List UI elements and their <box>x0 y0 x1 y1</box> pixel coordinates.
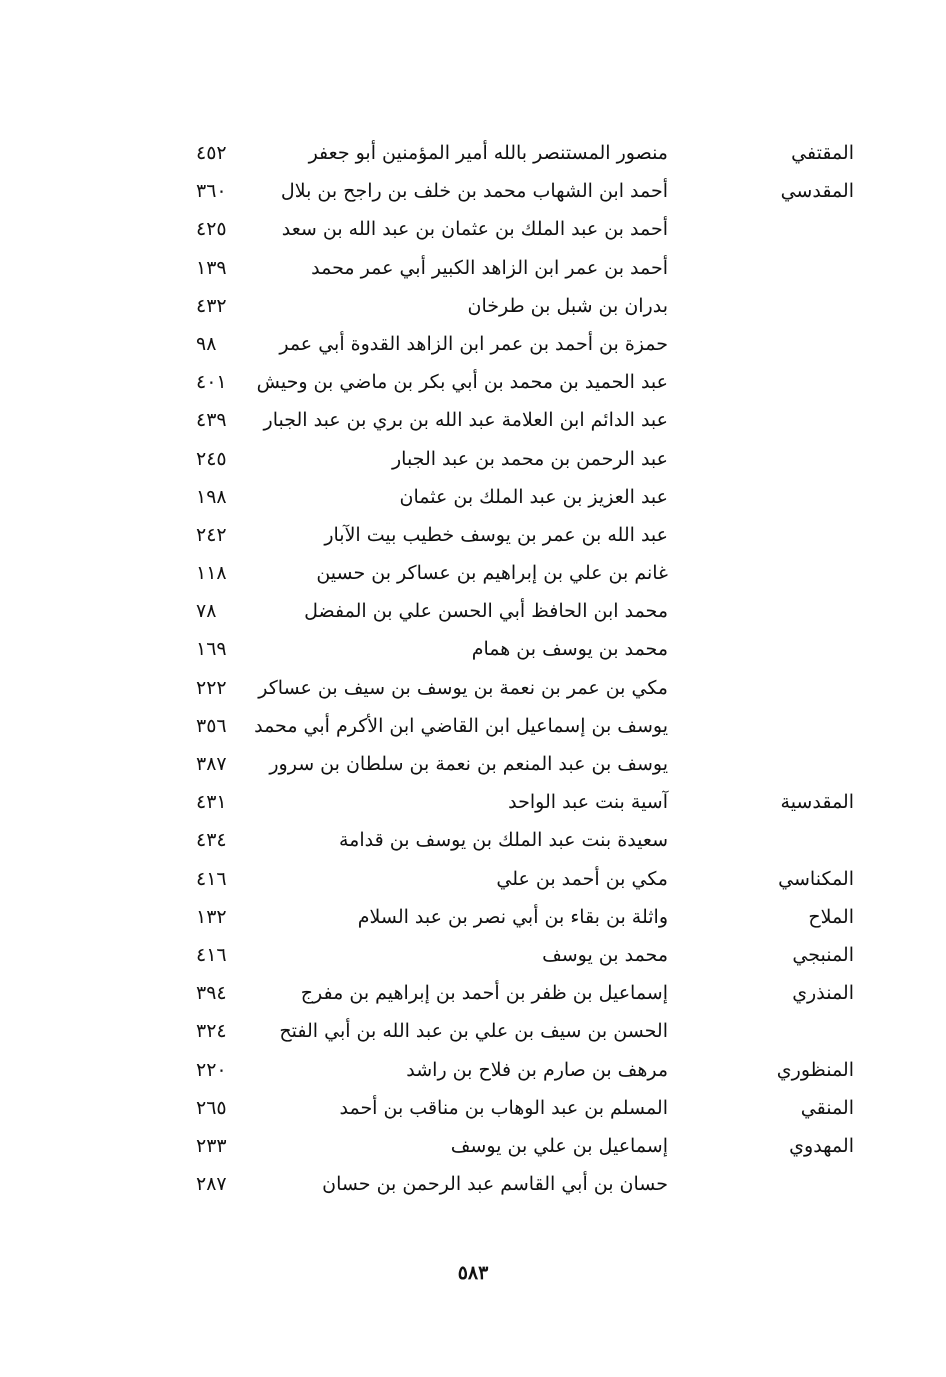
index-entry <box>0 862 946 900</box>
entry-page: ٣٦٠ <box>196 180 227 203</box>
index-entry <box>0 594 946 632</box>
entry-name: واثلة بن بقاء بن أبي نصر بن عبد السلام <box>357 905 668 928</box>
entry-name: أحمد بن عمر ابن الزاهد الكبير أبي عمر محمد <box>311 256 668 279</box>
index-entry <box>0 747 946 785</box>
index-entry <box>0 823 946 861</box>
index-entry <box>0 136 946 174</box>
entry-name: حمزة بن أحمد بن عمر ابن الزاهد القدوة أبي عمر <box>279 332 668 355</box>
entry-name: منصور المستنصر بالله أمير المؤمنين أبو جعفر <box>308 142 668 164</box>
entry-name: محمد بن يوسف <box>542 943 668 966</box>
entry-page: ٤٣٩ <box>196 409 227 432</box>
entry-nisba: المقدسية <box>780 791 854 814</box>
entry-page: ٢٢٢ <box>196 676 227 699</box>
entry-page: ٧٨ <box>196 600 217 623</box>
entry-nisba: المكناسي <box>778 867 854 890</box>
index-entry <box>0 671 946 709</box>
entry-page: ٣٩٤ <box>196 982 227 1005</box>
index-entry <box>0 518 946 556</box>
entry-name: الحسن بن سيف بن علي بن عبد الله بن أبي الفتح <box>279 1020 668 1043</box>
index-entry <box>0 251 946 289</box>
entry-name: يوسف بن إسماعيل ابن القاضي ابن الأكرم أبي محمد <box>254 714 668 737</box>
entry-page: ٤١٦ <box>196 943 227 966</box>
entry-name: عبد العزيز بن عبد الملك بن عثمان <box>399 485 668 508</box>
entry-page: ٢٣٣ <box>196 1134 227 1157</box>
index-entry <box>0 212 946 250</box>
entry-page: ٣٥٦ <box>196 714 227 737</box>
entry-name: عبد الله بن عمر بن يوسف خطيب بيت الآبار <box>324 523 668 546</box>
entry-name: أحمد ابن الشهاب محمد بن خلف بن راجح بن بلال <box>280 180 668 203</box>
entry-name: عبد الرحمن بن محمد بن عبد الجبار <box>391 447 668 470</box>
entry-nisba: المنظوري <box>776 1058 854 1081</box>
entry-page: ١١٨ <box>196 562 227 585</box>
entry-page: ٤٣١ <box>196 791 227 814</box>
entry-page: ٤١٦ <box>196 867 227 890</box>
entry-page: ٤٥٢ <box>196 142 227 164</box>
index-entry <box>0 480 946 518</box>
entry-nisba: المنذري <box>792 982 854 1005</box>
entry-page: ٢٢٠ <box>196 1058 227 1081</box>
index-entry <box>0 1167 946 1205</box>
index-entry <box>0 1053 946 1091</box>
index-list <box>0 136 946 1205</box>
entry-name: مرهف بن صارم بن فلاح بن راشد <box>406 1058 668 1081</box>
entry-page: ١٣٢ <box>196 905 227 928</box>
entry-page: ١٦٩ <box>196 638 227 661</box>
entry-name: أحمد بن عبد الملك بن عثمان بن عبد الله بن سعد <box>281 218 668 241</box>
index-entry <box>0 365 946 403</box>
entry-nisba: المقتفي <box>791 142 854 164</box>
index-entry <box>0 556 946 594</box>
entry-page: ٢٤٥ <box>196 447 227 470</box>
index-entry <box>0 900 946 938</box>
index-entry <box>0 1014 946 1052</box>
entry-page: ٢٦٥ <box>196 1096 227 1119</box>
index-entry <box>0 174 946 212</box>
entry-nisba: المنبجي <box>792 943 854 966</box>
entry-name: مكي بن أحمد بن علي <box>496 867 668 890</box>
entry-name: غانم بن علي بن إبراهيم بن عساكر بن حسين <box>316 562 668 585</box>
entry-nisba: الملاح <box>808 905 854 928</box>
entry-name: محمد بن يوسف بن همام <box>471 638 668 661</box>
entry-name: مكي بن عمر بن نعمة بن يوسف بن سيف بن عساكر <box>258 676 668 699</box>
entry-page: ١٣٩ <box>196 256 227 279</box>
entry-name: المسلم بن عبد الوهاب بن مناقب بن أحمد <box>339 1096 668 1119</box>
index-entry <box>0 403 946 441</box>
entry-nisba: المنقي <box>800 1096 854 1119</box>
entry-page: ٤٣٤ <box>196 829 227 852</box>
entry-name: حسان بن أبي القاسم عبد الرحمن بن حسان <box>322 1173 668 1196</box>
entry-nisba: المهدوي <box>789 1134 854 1157</box>
entry-page: ٤٠١ <box>196 371 227 394</box>
entry-page: ٣٨٧ <box>196 753 227 775</box>
index-entry <box>0 1091 946 1129</box>
entry-page: ٤٢٥ <box>196 218 227 241</box>
index-entry <box>0 632 946 670</box>
entry-name: محمد ابن الحافظ أبي الحسن علي بن المفضل <box>304 600 668 623</box>
entry-name: يوسف بن عبد المنعم بن نعمة بن سلطان بن سرور <box>269 753 668 775</box>
index-entry <box>0 442 946 480</box>
entry-nisba: المقدسي <box>780 180 854 203</box>
index-entry <box>0 938 946 976</box>
entry-page: ٩٨ <box>196 332 217 355</box>
entry-page: ١٩٨ <box>196 485 227 508</box>
entry-name: عبد الحميد بن محمد بن أبي بكر بن ماضي بن وحيش <box>256 371 668 394</box>
index-entry <box>0 785 946 823</box>
entry-name: إسماعيل بن علي بن يوسف <box>450 1134 668 1157</box>
entry-name: عبد الدائم ابن العلامة عبد الله بن بري بن عبد الجبار <box>263 409 668 432</box>
entry-name: سعيدة بنت عبد الملك بن يوسف بن قدامة <box>339 829 668 852</box>
index-entry <box>0 976 946 1014</box>
entry-page: ٤٣٢ <box>196 294 227 317</box>
index-entry <box>0 1129 946 1167</box>
entry-name: آسية بنت عبد الواحد <box>508 791 668 814</box>
index-entry <box>0 709 946 747</box>
entry-name: بدران بن شبل بن طرخان <box>467 294 668 317</box>
entry-page: ٢٨٧ <box>196 1173 227 1196</box>
entry-name: إسماعيل بن ظفر بن أحمد بن إبراهيم بن مفرج <box>300 982 668 1005</box>
entry-page: ٢٤٢ <box>196 523 227 546</box>
index-entry <box>0 327 946 365</box>
entry-page: ٣٢٤ <box>196 1020 227 1043</box>
page-number: ٥٨٣ <box>457 1262 489 1284</box>
index-entry <box>0 289 946 327</box>
